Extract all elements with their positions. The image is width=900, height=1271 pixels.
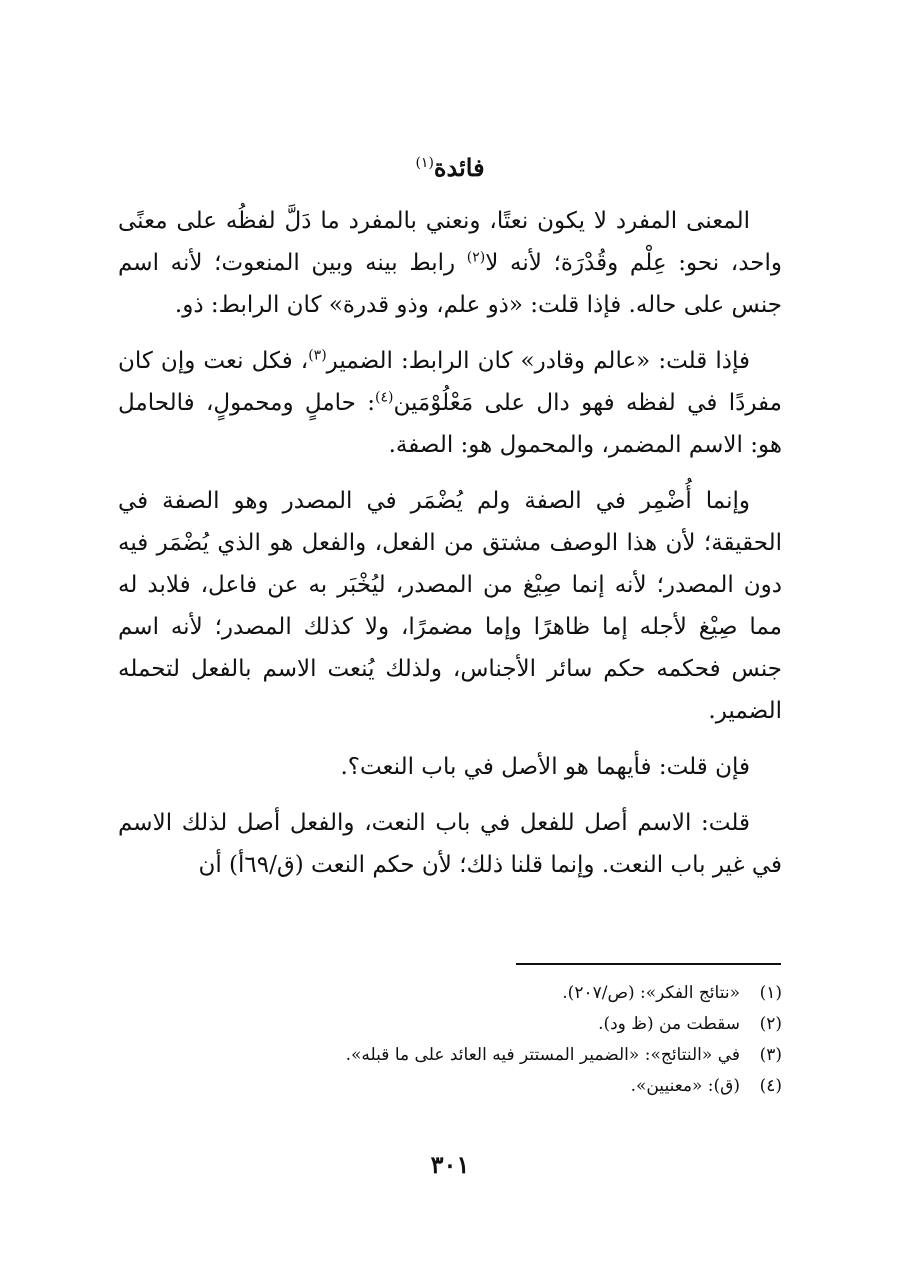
footnotes — [118, 978, 782, 1102]
footnote — [118, 978, 782, 1009]
footnote — [118, 1040, 782, 1071]
footnote-number: (٣) — [759, 1045, 782, 1065]
paragraph — [118, 340, 782, 466]
footnote — [118, 1071, 782, 1102]
paragraph-text: قلت: الاسم أصل للفعل في باب النعت، والفعل أصل لذلك الاسم في غير باب النعت. وإنما قلنا ذلك؛ لأن حكم النعت (ق/٦٩أ) أن — [118, 810, 782, 878]
page-number: ٣٠١ — [430, 1150, 470, 1179]
footnote-number: (٤) — [759, 1076, 782, 1096]
paragraph-text: فإن قلت: فأيهما هو الأصل في باب النعت؟. — [340, 754, 750, 780]
footnote-separator — [516, 963, 781, 965]
footnote — [118, 1009, 782, 1040]
footnote-marker: (٤) — [375, 389, 394, 406]
paragraph — [118, 746, 782, 788]
heading-text: فائدة — [433, 153, 485, 182]
paragraph-text: فإذا قلت: «عالم وقادر» كان الرابط: الضمير — [326, 348, 750, 374]
footnote-text: «نتائج الفكر»: (ص/٢٠٧). — [562, 983, 740, 1003]
section-heading — [118, 150, 782, 186]
paragraph — [118, 480, 782, 732]
paragraph-text: وإنما أُضْمِر في الصفة ولم يُضْمَر في المصدر وهو الصفة في الحقيقة؛ لأن هذا الوصف مشتق من الفعل، والفعل هو الذي يُضْمَر فيه دون المصدر؛ لأنه إنما صِيْغ من المصدر، ليُخْبَر به عن فاعل، فلابد له مما صِيْغ لأجله إما ظاهرًا وإما مضمرًا، ولا كذلك المصدر؛ لأنه اسم جنس فحكمه حكم سائر الأجناس، ولذلك يُنعت الاسم بالفعل لتحمله الضمير. — [118, 488, 782, 724]
paragraph-text: رابط بينه وبين المنعوت؛ لأنه اسم جنس على حاله. فإذا قلت: «ذو علم، وذو قدرة» كان الرابط: ذو. — [118, 250, 782, 318]
paragraph-text: : حاملٍ ومحمولٍ، فالحامل هو: الاسم المضمر، والمحمول هو: الصفة. — [118, 390, 782, 458]
footnote-marker: (٣) — [308, 347, 327, 364]
footnote-text: سقطت من (ظ ود). — [598, 1014, 740, 1034]
paragraph-text: ، فكل نعت وإن كان مفردًا في لفظه فهو دال على مَعْلُوْمَين — [118, 348, 782, 416]
paragraph-text: المعنى المفرد لا يكون نعتًا، ونعني بالمفرد ما دَلَّ لفظُه على معنًى واحد، نحو: عِلْم وقُدْرَة؛ لأنه لا — [118, 208, 782, 276]
paragraph — [118, 802, 782, 886]
footnote-text: (ق): «معنيين». — [630, 1076, 740, 1096]
footnote-text: في «النتائج»: «الضمير المستتر فيه العائد على ما قبله». — [345, 1045, 740, 1065]
footnote-number: (١) — [759, 983, 782, 1003]
paragraph — [118, 200, 782, 326]
footnote-number: (٢) — [759, 1014, 782, 1034]
footnote-marker: (٢) — [466, 249, 486, 266]
heading-footnote-marker: (١) — [415, 155, 434, 171]
page-body — [118, 150, 782, 900]
